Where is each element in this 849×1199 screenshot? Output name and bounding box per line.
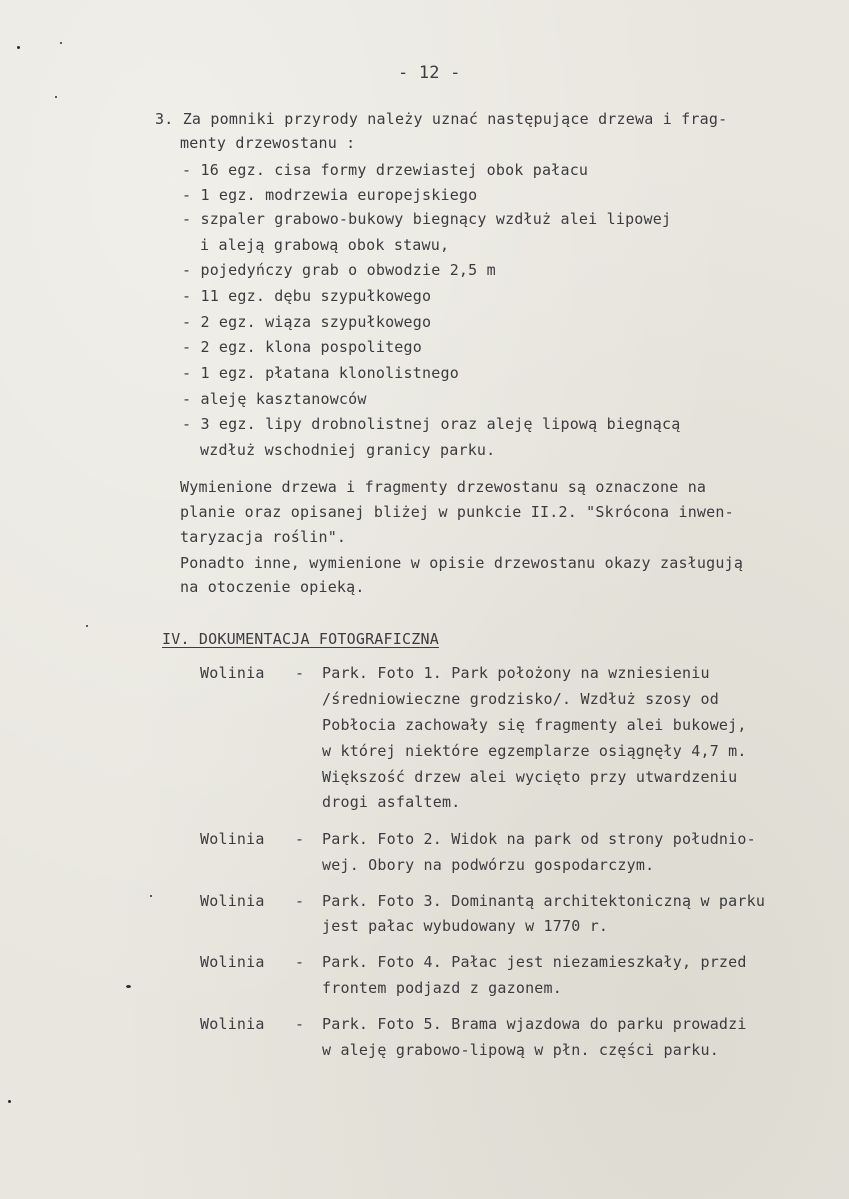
entry-dash: -: [295, 830, 305, 848]
paragraph-line: Wymienione drzewa i fragmenty drzewostanu są oznaczone na: [180, 478, 707, 496]
entry-text: frontem podjazd z gazonem.: [322, 979, 562, 997]
section3-list-item-cont: i aleją grabową obok stawu,: [200, 236, 450, 254]
entry-dash: -: [295, 953, 305, 971]
speck: [8, 1100, 11, 1103]
entry-text: Park. Foto 1. Park położony na wzniesieniu: [322, 664, 710, 682]
speck: [60, 42, 62, 44]
section3-list-item: - szpaler grabowo-bukowy biegnący wzdłuż alei lipowej: [182, 210, 672, 228]
entry-text: Park. Foto 5. Brama wjazdowa do parku prowadzi: [322, 1015, 747, 1033]
entry-dash: -: [295, 892, 305, 910]
section3-list-item: - aleję kasztanowców: [182, 390, 367, 408]
speck: [86, 625, 88, 627]
entry-text: wej. Obory na podwórzu gospodarczym.: [322, 856, 655, 874]
paragraph-line: taryzacja roślin".: [180, 528, 347, 546]
entry-place: Wolinia: [200, 664, 265, 682]
entry-text: Pobłocia zachowały się fragmenty alei bukowej,: [322, 716, 747, 734]
entry-text: w której niektóre egzemplarze osiągnęły 4,7 m.: [322, 742, 747, 760]
speck: [55, 96, 57, 98]
entry-dash: -: [295, 664, 305, 682]
section3-list-item: - 3 egz. lipy drobnolistnej oraz aleję lipową biegnącą: [182, 415, 681, 433]
section3-list-item: - 1 egz. modrzewia europejskiego: [182, 186, 478, 204]
entry-text: Większość drzew alei wycięto przy utwardzeniu: [322, 768, 738, 786]
paragraph-line: planie oraz opisanej bliżej w punkcie II.2. "Skrócona inwen-: [180, 503, 734, 521]
entry-place: Wolinia: [200, 953, 265, 971]
entry-place: Wolinia: [200, 892, 265, 910]
section3-list-item: - 16 egz. cisa formy drzewiastej obok pałacu: [182, 161, 589, 179]
entry-place: Wolinia: [200, 1015, 265, 1033]
section4-heading: IV. DOKUMENTACJA FOTOGRAFICZNA: [162, 630, 439, 648]
section3-list-item: - pojedyńczy grab o obwodzie 2,5 m: [182, 261, 496, 279]
section3-list-item-cont: wzdłuż wschodniej granicy parku.: [200, 441, 496, 459]
section3-list-item: - 2 egz. klona pospolitego: [182, 338, 422, 356]
paragraph-line: na otoczenie opieką.: [180, 578, 365, 596]
speck: [17, 46, 20, 49]
entry-text: /średniowieczne grodzisko/. Wzdłuż szosy od: [322, 690, 719, 708]
entry-place: Wolinia: [200, 830, 265, 848]
entry-text: jest pałac wybudowany w 1770 r.: [322, 917, 609, 935]
entry-text: Park. Foto 3. Dominantą architektoniczną w parku: [322, 892, 766, 910]
speck: [150, 895, 152, 897]
entry-text: Park. Foto 2. Widok na park od strony południo-: [322, 830, 756, 848]
section3-list-item: - 1 egz. płatana klonolistnego: [182, 364, 459, 382]
speck: [126, 985, 131, 988]
entry-text: Park. Foto 4. Pałac jest niezamieszkały, przed: [322, 953, 747, 971]
entry-text: drogi asfaltem.: [322, 793, 461, 811]
section3-list-item: - 11 egz. dębu szypułkowego: [182, 287, 432, 305]
page-number: - 12 -: [398, 63, 461, 83]
section3-line: menty drzewostanu :: [180, 134, 356, 152]
entry-dash: -: [295, 1015, 305, 1033]
section3-line: 3. Za pomniki przyrody należy uznać następujące drzewa i frag-: [155, 110, 728, 128]
paragraph-line: Ponadto inne, wymienione w opisie drzewostanu okazy zasługują: [180, 554, 744, 572]
entry-text: w aleję grabowo-lipową w płn. części parku.: [322, 1041, 719, 1059]
section3-list-item: - 2 egz. wiąza szypułkowego: [182, 313, 432, 331]
